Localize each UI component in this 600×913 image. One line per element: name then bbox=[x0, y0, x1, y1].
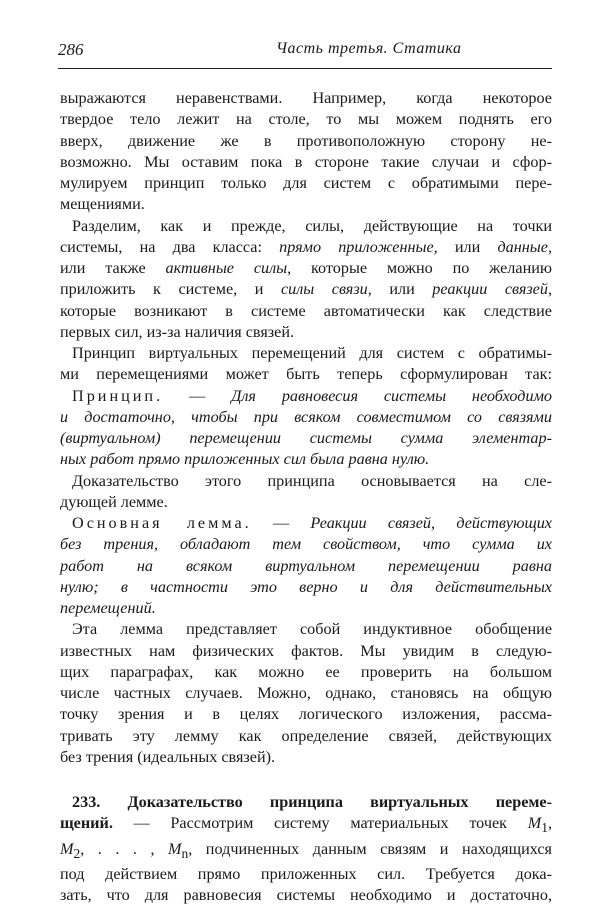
text-run: или bbox=[437, 237, 498, 256]
text-line: известных нам физических фактов. Мы увидим в следую- bbox=[60, 641, 552, 660]
text-line: щих параграфах, как можно ее проверить на большом bbox=[60, 662, 552, 681]
text-line: возможно. Мы оставим пока в стороне такие случаи и сфор- bbox=[60, 152, 552, 171]
math-subscript: 2 bbox=[73, 845, 81, 861]
text-run: , bbox=[547, 814, 552, 833]
text-run: или bbox=[371, 280, 433, 299]
text-run: системы, на два класса: bbox=[60, 237, 280, 256]
text-line bbox=[60, 258, 552, 279]
text-line: вверх, движение же в противоположную сторону не- bbox=[60, 131, 552, 150]
text-run: , . . . , bbox=[80, 839, 169, 858]
math-symbol: M bbox=[168, 839, 182, 858]
section-heading-end: щений. bbox=[60, 814, 113, 833]
principle-label: Принцип. bbox=[72, 386, 164, 405]
text-run: приложить к системе, и bbox=[60, 280, 281, 299]
text-line: числе частных случаев. Можно, однако, становясь на общую bbox=[60, 684, 552, 702]
page-number: 286 bbox=[58, 40, 84, 59]
text-line: ми перемещениями может быть теперь сформулирован так: bbox=[60, 365, 552, 384]
text-line: нулю; в частности это верно и для действительных bbox=[60, 577, 552, 596]
lemma-label: Основная лемма. bbox=[72, 514, 252, 532]
text-line: под действием прямо приложенных сил. Требуется дока- bbox=[60, 865, 552, 884]
text-line: мещениями. bbox=[60, 195, 145, 214]
text-line bbox=[60, 513, 552, 534]
text-line: выражаются неравенствами. Например, когда некоторое bbox=[60, 89, 552, 107]
text-line: ных работ прямо приложенных сил была равна нулю. bbox=[60, 450, 430, 469]
text-run: или также bbox=[60, 259, 166, 277]
text-line: Эта лемма представляет собой индуктивное обобщение bbox=[72, 620, 552, 639]
text-line bbox=[60, 237, 552, 258]
text-line: твердое тело лежит на столе, то мы можем поднять его bbox=[60, 110, 552, 129]
text-line bbox=[60, 279, 552, 300]
text-line: дующей лемме. bbox=[60, 492, 168, 511]
emphasis-text: данные, bbox=[497, 237, 552, 256]
emphasis-text: активные силы, bbox=[165, 259, 292, 277]
text-line bbox=[60, 839, 552, 864]
emphasis-text: прямо приложенные, bbox=[279, 237, 438, 256]
math-symbol: M bbox=[527, 814, 542, 833]
section-gap bbox=[60, 768, 552, 792]
text-line: без трения, обладают тем свойством, что сумма их bbox=[60, 535, 552, 554]
text-line bbox=[60, 386, 552, 407]
running-head: Часть третья. Статика bbox=[276, 40, 462, 57]
emphasis-text: реакции связей, bbox=[432, 280, 552, 299]
page-header bbox=[58, 40, 552, 68]
text-line: (виртуальном) перемещении системы сумма элементар- bbox=[60, 429, 552, 447]
text-run: , подчиненных данным связям и находящихся bbox=[188, 839, 552, 858]
math-subscript: n bbox=[181, 845, 189, 861]
text-line: и достаточно, чтобы при всяком совместимом со связями bbox=[60, 407, 552, 426]
emphasis-text: силы связи, bbox=[280, 280, 372, 299]
text-line: которые возникают в системе автоматически как следствие bbox=[60, 301, 552, 320]
text-line: Принцип виртуальных перемещений для систем с обратимы- bbox=[72, 344, 552, 362]
text-line bbox=[60, 813, 552, 838]
page-body bbox=[60, 88, 552, 907]
text-line: Доказательство этого принципа основывается на сле- bbox=[72, 471, 552, 490]
text-line: перемещений. bbox=[60, 599, 156, 617]
emphasis-text: Реакции связей, действующих bbox=[310, 514, 552, 532]
math-subscript: 1 bbox=[541, 820, 548, 836]
emphasis-text: Для равновесия системы необходимо bbox=[231, 386, 552, 405]
math-symbol: M bbox=[60, 839, 74, 858]
text-run: — bbox=[163, 386, 232, 405]
text-run: — bbox=[251, 514, 311, 532]
text-line: зать, что для равновесия системы необходимо и достаточно, bbox=[60, 886, 552, 905]
text-line: тривать эту лемму как определение связей, действующих bbox=[60, 726, 552, 745]
text-run: — bbox=[112, 814, 171, 833]
text-line: первых сил, из-за наличия связей. bbox=[60, 322, 295, 341]
section-heading: 233. Доказательство принципа виртуальных переме- bbox=[72, 793, 552, 811]
text-line: без трения (идеальных связей). bbox=[60, 747, 276, 766]
text-line: точку зрения и в целях логического изложения, рассма- bbox=[60, 705, 552, 724]
text-line: Разделим, как и прежде, силы, действующие на точки bbox=[72, 216, 552, 235]
text-line: мулируем принцип только для систем с обратимыми пере- bbox=[60, 174, 552, 192]
text-run: которые можно по желанию bbox=[291, 259, 552, 277]
header-rule bbox=[58, 68, 552, 69]
text-run: Рассмотрим систему материальных точек bbox=[170, 814, 528, 833]
text-line: работ на всяком виртуальном перемещении равна bbox=[60, 556, 552, 575]
